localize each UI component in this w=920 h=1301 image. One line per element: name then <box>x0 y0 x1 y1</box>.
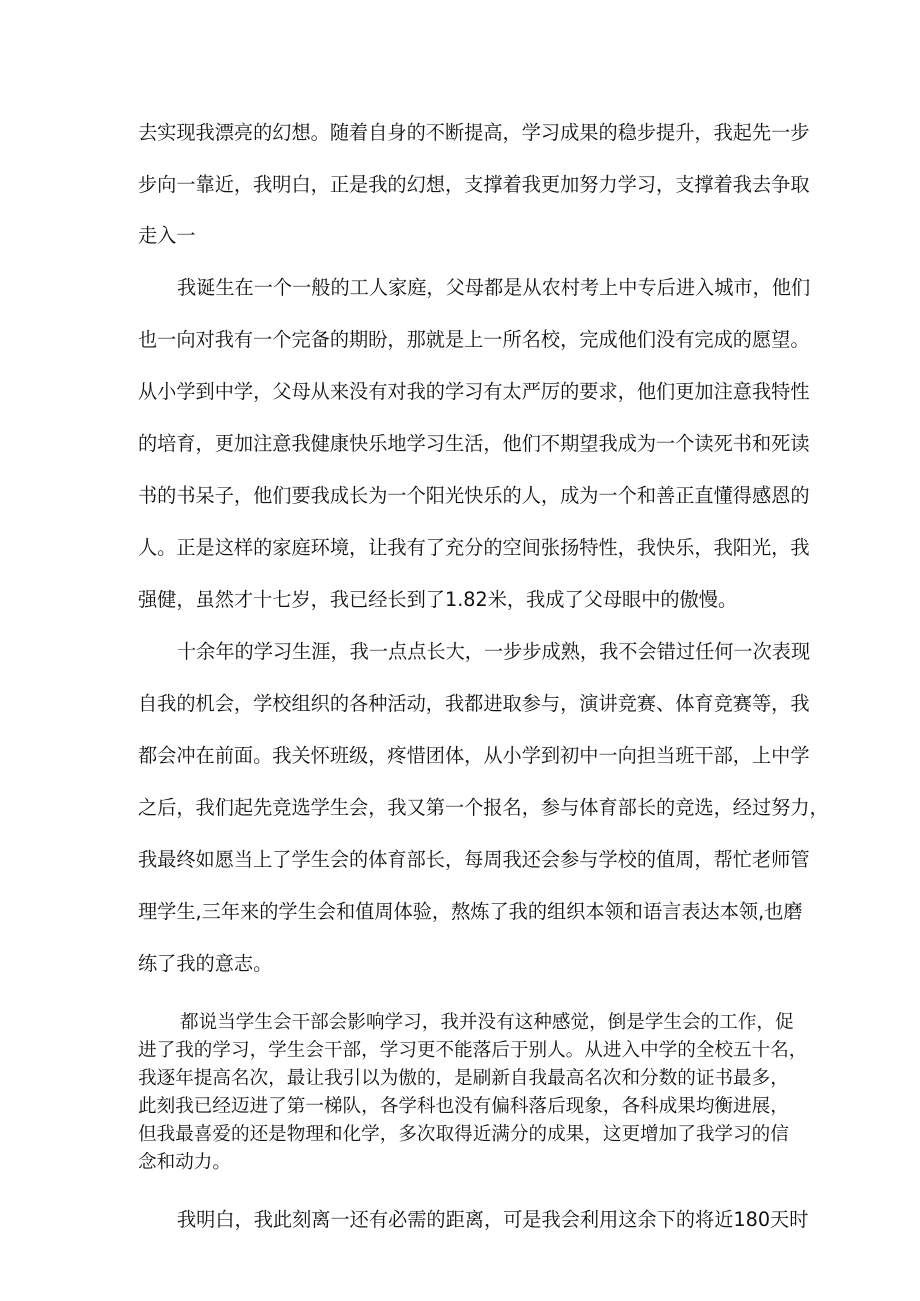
text-line: 的培育，更加注意我健康快乐地学习生活，他们不期望我成为一个读死书和死读 <box>138 432 810 455</box>
text-line: 但我最喜爱的还是物理和化学，多次取得近满分的成果，这更增加了我学习的信 <box>138 1124 789 1145</box>
text-line: 理学生,三年来的学生会和值周体验，熬炼了我的组织本领和语言表达本领,也磨 <box>138 900 803 923</box>
text-line: 我诞生在一个一般的工人家庭，父母都是从农村考上中专后进入城市，他们 <box>177 276 811 299</box>
text-line: 人。正是这样的家庭环境，让我有了充分的空间张扬特性，我快乐，我阳光，我 <box>138 536 810 559</box>
text-line: 自我的机会，学校组织的各种活动，我都进取参与，演讲竞赛、体育竞赛等，我 <box>138 692 810 715</box>
text-line: 练了我的意志。 <box>138 952 273 975</box>
text-line: 从小学到中学，父母从来没有对我的学习有太严厉的要求，他们更加注意我特性 <box>138 380 810 403</box>
text-line: 书的书呆子，他们要我成长为一个阳光快乐的人，成为一个和善正直懂得感恩的 <box>138 484 810 507</box>
text-line: 强健，虽然才十七岁，我已经长到了1.82米，我成了父母眼中的傲慢。 <box>138 588 738 611</box>
text-line: 我逐年提高名次，最让我引以为傲的，是刷新自我最高名次和分数的证书最多， <box>138 1068 789 1089</box>
text-line: 走入一 <box>138 224 196 247</box>
text-line: 都说当学生会干部会影响学习，我并没有这种感觉，倒是学生会的工作，促 <box>180 1012 794 1033</box>
text-line: 步向一靠近，我明白，正是我的幻想，支撑着我更加努力学习，支撑着我去争取 <box>138 173 810 196</box>
text-line: 进了我的学习，学生会干部，学习更不能落后于别人。从进入中学的全校五十名， <box>138 1040 808 1061</box>
text-line: 十余年的学习生涯，我一点点长大，一步步成熟，我不会错过任何一次表现 <box>177 640 811 663</box>
text-line: 此刻我已经迈进了第一梯队，各学科也没有偏科落后现象，各科成果均衡进展， <box>138 1096 789 1117</box>
text-line: 也一向对我有一个完备的期盼，那就是上一所名校，完成他们没有完成的愿望。 <box>138 328 810 351</box>
text-line: 去实现我漂亮的幻想。随着自身的不断提高，学习成果的稳步提升，我起先一步 <box>138 121 810 144</box>
text-line: 都会冲在前面。我关怀班级，疼惜团体，从小学到初中一向担当班干部，上中学 <box>138 744 810 767</box>
text-line: 我明白，我此刻离一还有必需的距离，可是我会利用这余下的将近180天时 <box>177 1208 809 1231</box>
text-line: 念和动力。 <box>138 1152 231 1173</box>
text-line: 我最终如愿当上了学生会的体育部长，每周我还会参与学校的值周，帮忙老师管 <box>138 848 810 871</box>
text-line: 之后，我们起先竞选学生会，我又第一个报名，参与体育部长的竞选，经过努力， <box>138 796 829 819</box>
